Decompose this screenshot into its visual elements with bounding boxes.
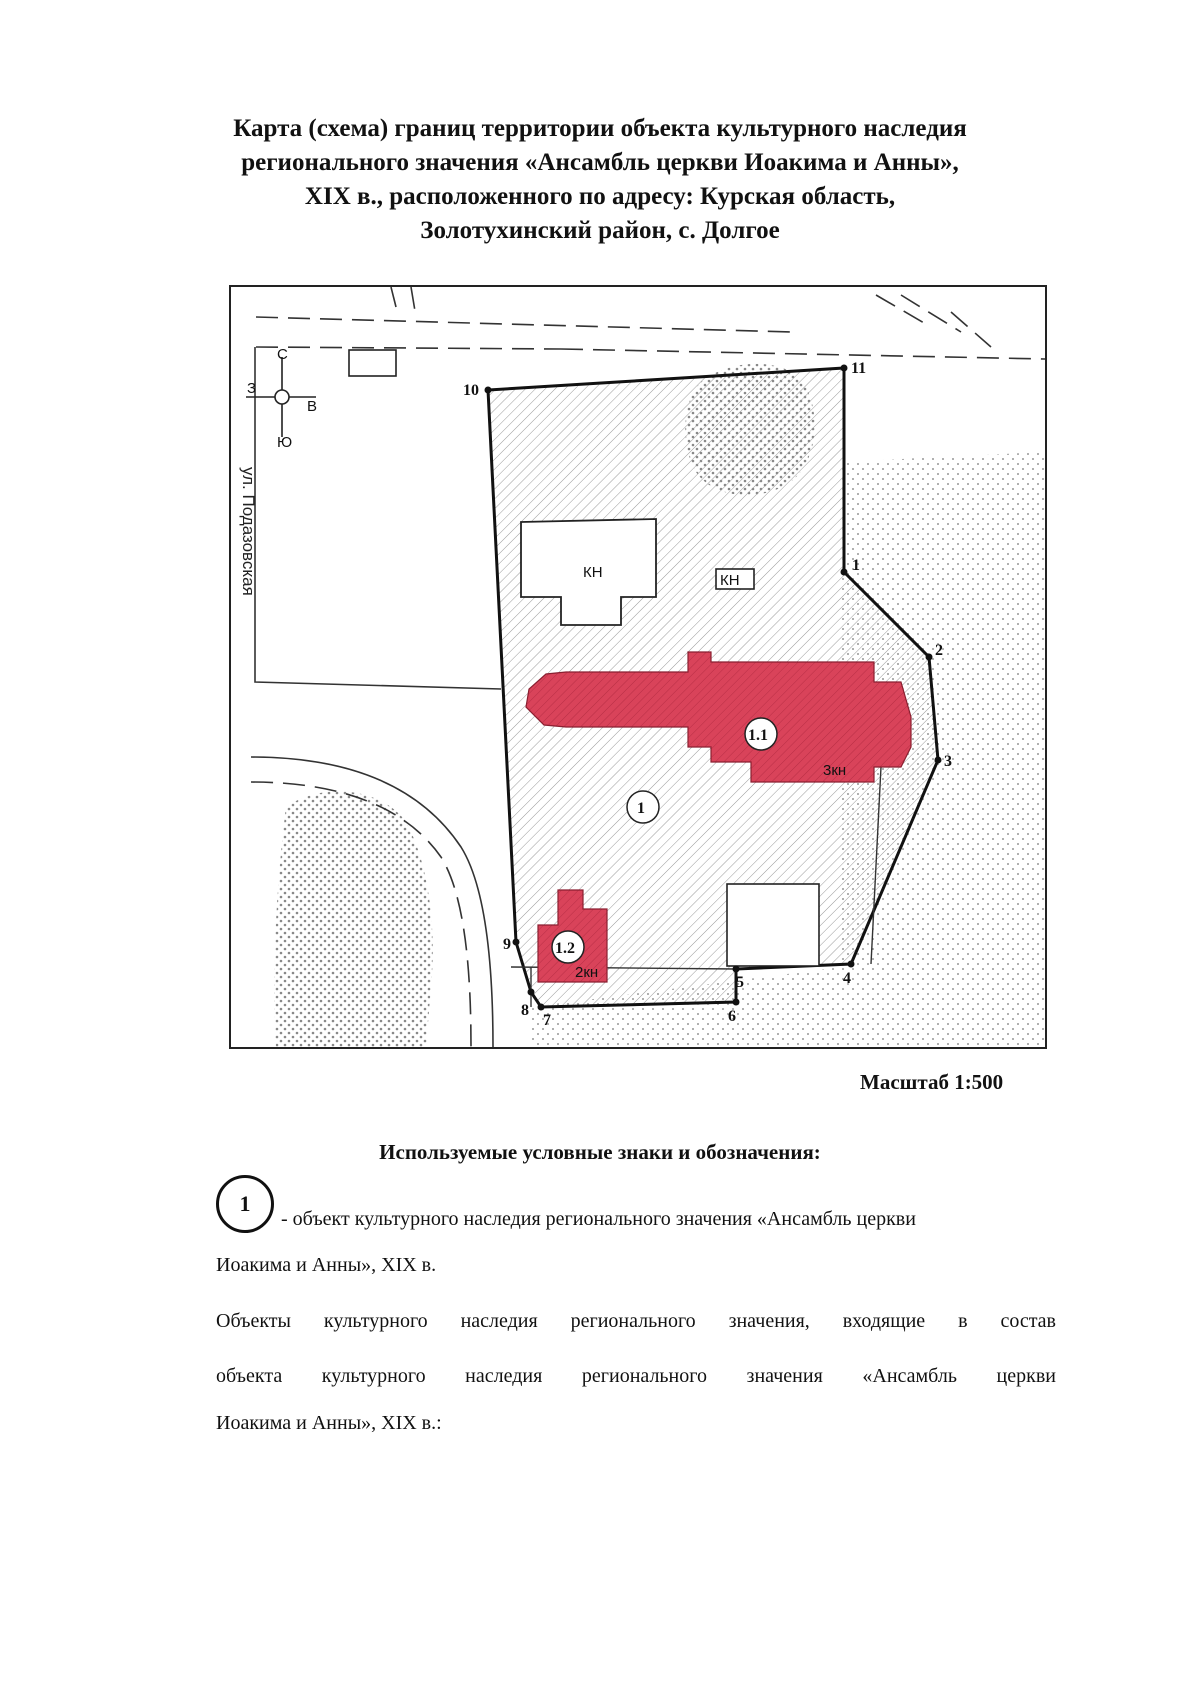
building-kn-small-label: КН xyxy=(720,572,740,589)
building-1-2-code: 2кн xyxy=(575,964,599,981)
point-10-label: 10 xyxy=(463,382,479,399)
title-line-1: Карта (схема) границ территории объекта культурного наследия xyxy=(233,115,967,142)
dense-dotted-area xyxy=(274,791,433,1047)
point-2-label: 2 xyxy=(935,642,943,659)
territory-map xyxy=(229,285,1047,1049)
point-9-label: 9 xyxy=(503,936,511,953)
title-line-2: регионального значения «Ансамбль церкви Иоакима и Анны», xyxy=(241,149,959,176)
title-line-3: XIX в., расположенного по адресу: Курская область, xyxy=(304,183,896,210)
point-8-label: 8 xyxy=(521,1002,529,1019)
compass-east: В xyxy=(307,398,318,415)
legend-title: Используемые условные знаки и обозначения: xyxy=(379,1140,821,1164)
marker-1-1-label: 1.1 xyxy=(748,727,768,744)
building-square xyxy=(727,884,819,966)
point-4-label: 4 xyxy=(843,970,851,987)
point-6-label: 6 xyxy=(728,1008,736,1025)
marker-object-1-label: 1 xyxy=(637,800,645,817)
church-1-1-code: 3кн xyxy=(823,762,847,779)
compass-west: З xyxy=(247,380,257,397)
map-svg xyxy=(231,287,1045,1047)
street-name: ул. Подазовская xyxy=(239,467,258,596)
paragraph-line-1: Объекты культурного наследия регионального значения, входящие в состав xyxy=(216,1310,1056,1332)
point-7-label: 7 xyxy=(543,1012,551,1029)
point-3-label: 3 xyxy=(944,753,952,770)
point-11-label: 11 xyxy=(851,360,867,377)
point-5-label: 5 xyxy=(736,974,744,991)
compass-south: Ю xyxy=(277,434,293,451)
roads-top xyxy=(256,287,1045,359)
point-1-label: 1 xyxy=(852,557,860,574)
paragraph-line-3: Иоакима и Анны», XIX в.: xyxy=(216,1412,442,1434)
title-line-4: Золотухинский район, с. Долгое xyxy=(420,217,780,244)
legend-description-line-2: Иоакима и Анны», XIX в. xyxy=(216,1254,437,1276)
compass-rose xyxy=(246,357,316,437)
paragraph-line-2: объекта культурного наследия регионального значения «Ансамбль церкви xyxy=(216,1365,1056,1387)
document-title xyxy=(150,112,1050,248)
marker-1-2-label: 1.2 xyxy=(555,940,575,957)
legend-description-line-1: - объект культурного наследия регионального значения «Ансамбль церкви xyxy=(281,1208,916,1230)
legend-symbol-circle: 1 xyxy=(216,1175,274,1233)
building-kn-label: КН xyxy=(583,564,603,581)
map-scale: Масштаб 1:500 xyxy=(860,1070,1004,1094)
outbuilding-rect xyxy=(349,350,396,376)
compass-north: С xyxy=(277,346,288,363)
